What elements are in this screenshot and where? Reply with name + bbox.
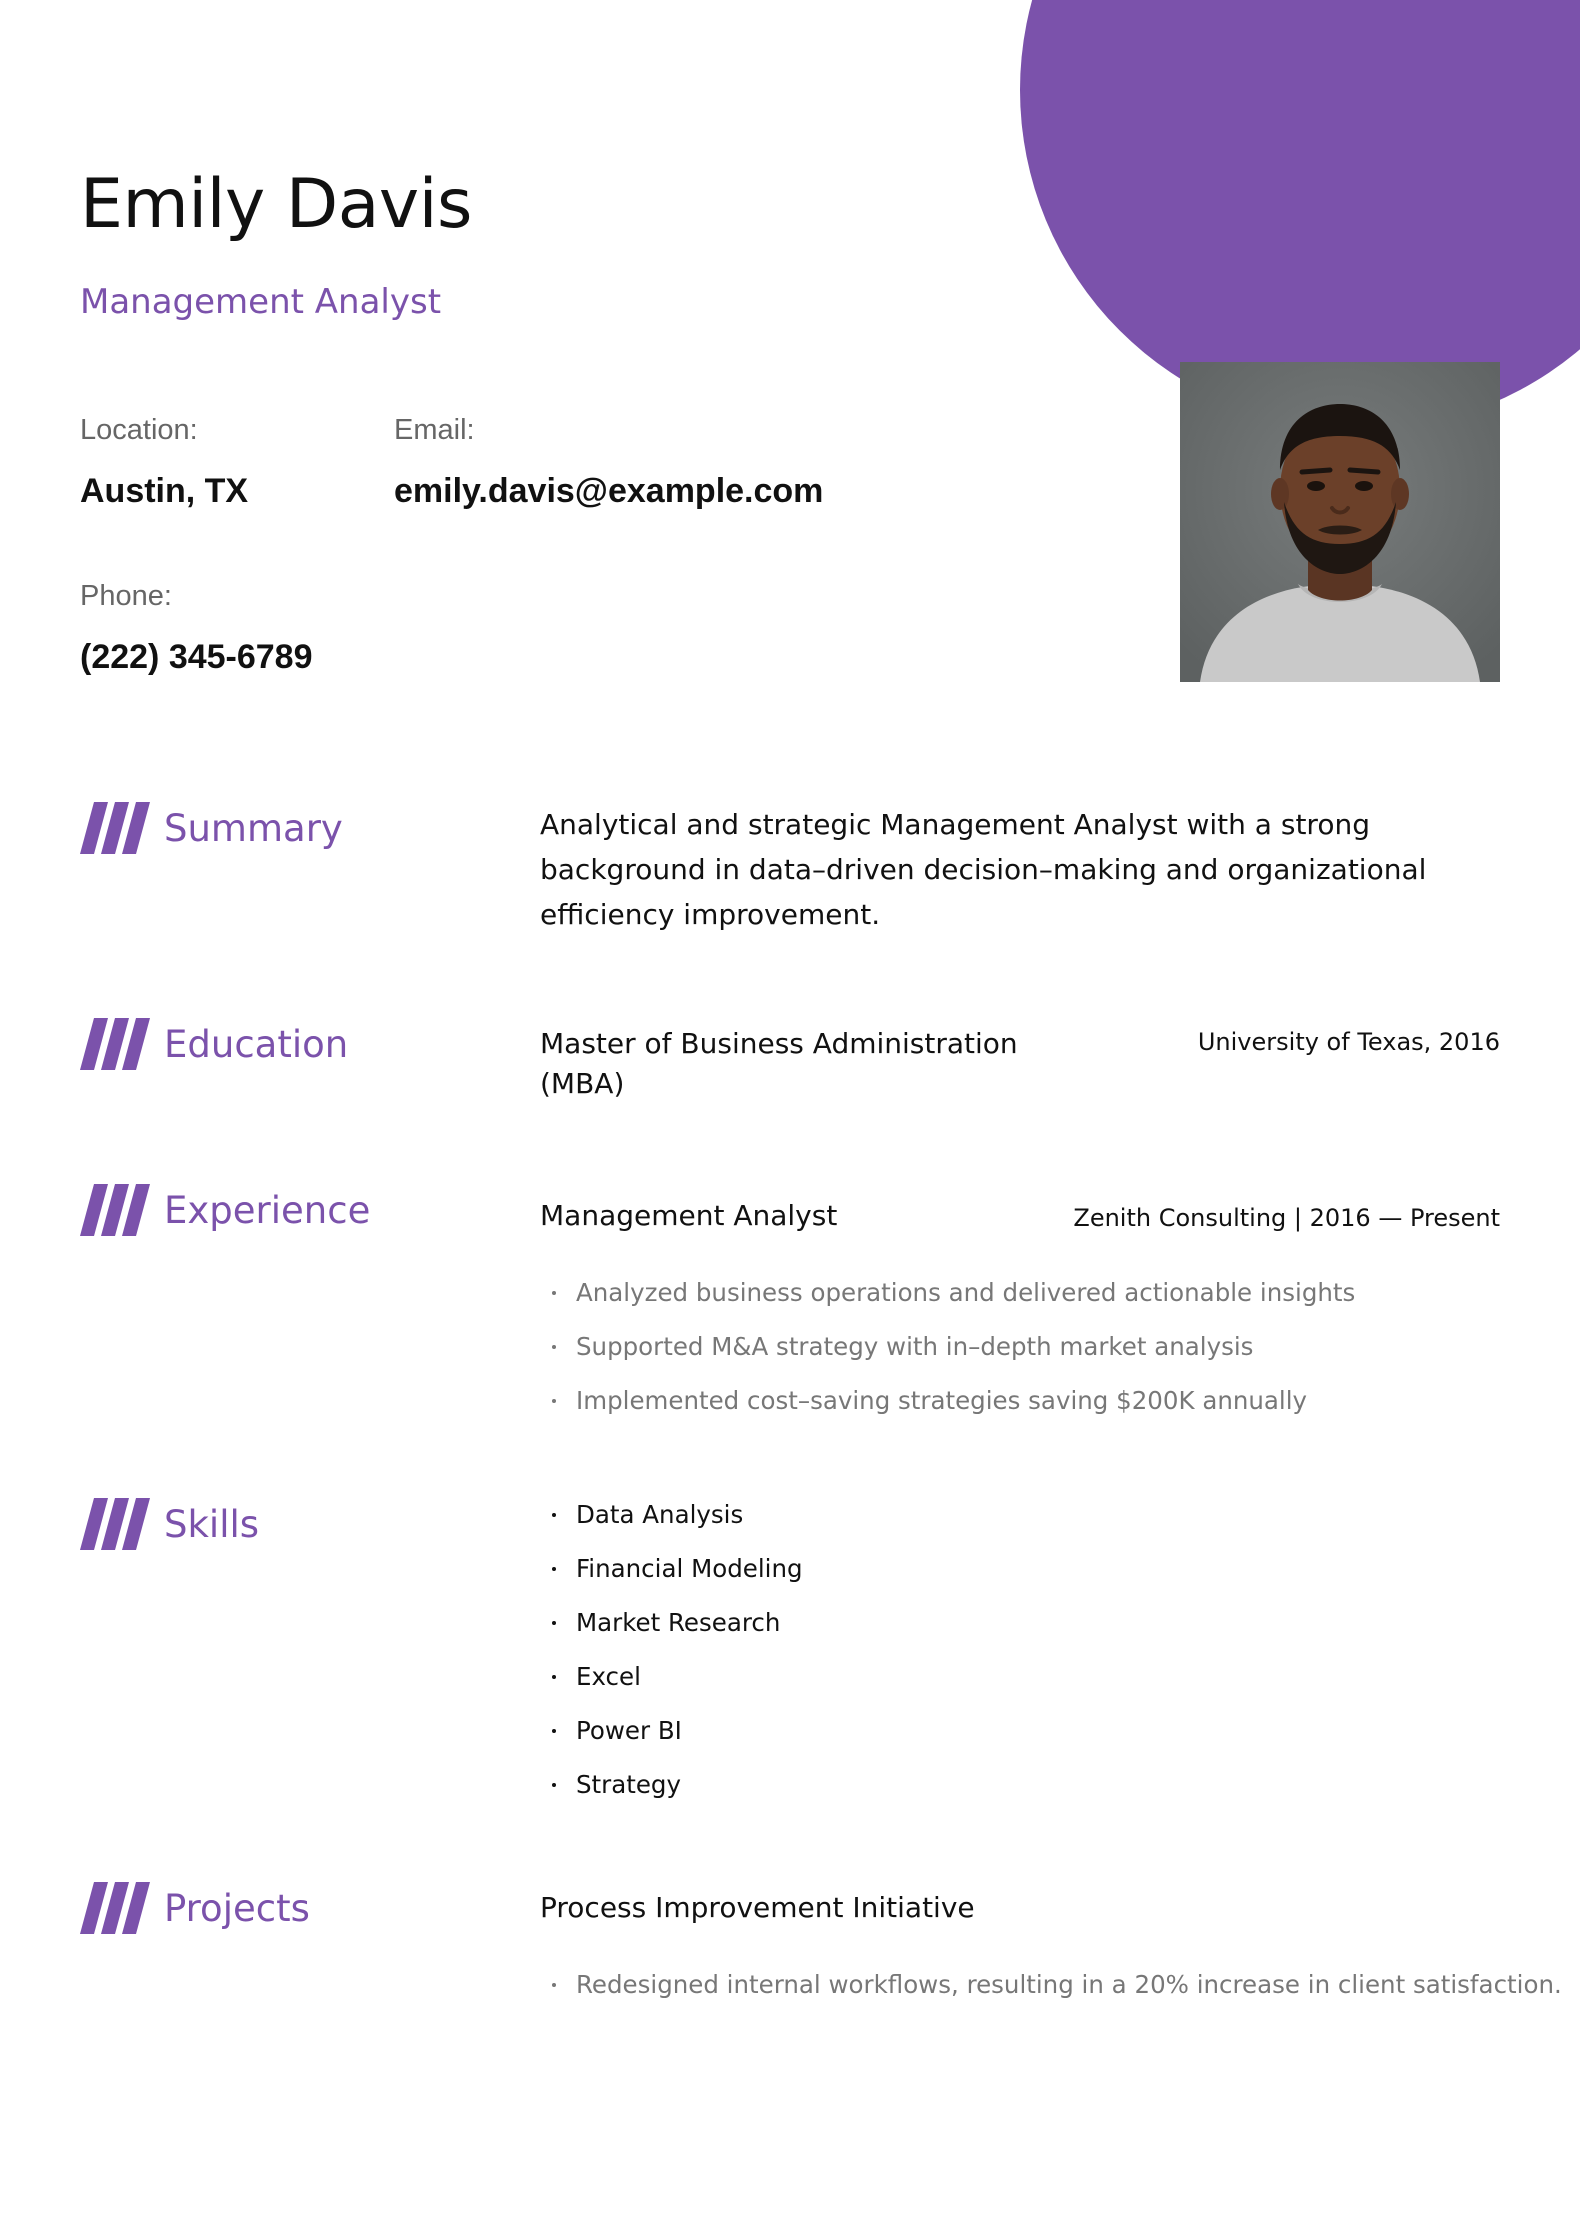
triple-slash-icon bbox=[80, 802, 150, 854]
location-label: Location: bbox=[80, 414, 198, 446]
education-school: University of Texas, 2016 bbox=[1197, 1028, 1500, 1056]
triple-slash-icon bbox=[80, 1882, 150, 1934]
profile-photo bbox=[1180, 362, 1500, 682]
education-degree-line1: Master of Business Administration bbox=[540, 1027, 1018, 1060]
summary-text: Analytical and strategic Management Analyst with a strong background in data–driven decision–making and organizational efficiency improvement. bbox=[540, 808, 1427, 931]
skills-title: Skills bbox=[164, 1502, 260, 1546]
education-heading bbox=[80, 1016, 348, 1072]
project-bullets bbox=[548, 1958, 1562, 2012]
list-item: Implemented cost–saving strategies saving $200K annually bbox=[548, 1374, 1355, 1428]
skill-item: Data Analysis bbox=[548, 1488, 803, 1542]
experience-title: Experience bbox=[164, 1188, 371, 1232]
experience-company: Zenith Consulting | 2016 — Present bbox=[1073, 1204, 1500, 1232]
triple-slash-icon bbox=[80, 1184, 150, 1236]
email-value[interactable]: emily.davis@example.com bbox=[394, 472, 824, 510]
projects-title: Projects bbox=[164, 1886, 310, 1930]
triple-slash-icon bbox=[80, 1498, 150, 1550]
skill-item: Strategy bbox=[548, 1758, 803, 1812]
profile-photo-illustration bbox=[1180, 362, 1500, 682]
experience-heading bbox=[80, 1182, 370, 1238]
location-value: Austin, TX bbox=[80, 472, 249, 510]
summary-title: Summary bbox=[164, 806, 343, 850]
skills-heading bbox=[80, 1496, 259, 1552]
triple-slash-icon bbox=[80, 1018, 150, 1070]
skills-list bbox=[548, 1488, 803, 1812]
email-label: Email: bbox=[394, 414, 475, 446]
experience-bullets bbox=[548, 1266, 1355, 1428]
skill-item: Market Research bbox=[548, 1596, 803, 1650]
projects-heading bbox=[80, 1880, 310, 1936]
experience-job-title: Management Analyst bbox=[540, 1199, 838, 1232]
job-role: Management Analyst bbox=[80, 282, 442, 322]
list-item: Supported M&A strategy with in–depth market analysis bbox=[548, 1320, 1355, 1374]
summary-heading bbox=[80, 800, 343, 856]
education-title: Education bbox=[164, 1022, 349, 1066]
phone-label: Phone: bbox=[80, 580, 172, 612]
project-title: Process Improvement Initiative bbox=[540, 1891, 975, 1924]
skill-item: Power BI bbox=[548, 1704, 803, 1758]
list-item: Analyzed business operations and delivered actionable insights bbox=[548, 1266, 1355, 1320]
education-degree-line2: (MBA) bbox=[540, 1067, 625, 1100]
skill-item: Excel bbox=[548, 1650, 803, 1704]
list-item: Redesigned internal workflows, resulting in a 20% increase in client satisfaction. bbox=[548, 1958, 1562, 2012]
phone-value: (222) 345-6789 bbox=[80, 638, 313, 676]
skill-item: Financial Modeling bbox=[548, 1542, 803, 1596]
candidate-name: Emily Davis bbox=[80, 165, 472, 244]
education-degree bbox=[540, 1024, 1018, 1104]
